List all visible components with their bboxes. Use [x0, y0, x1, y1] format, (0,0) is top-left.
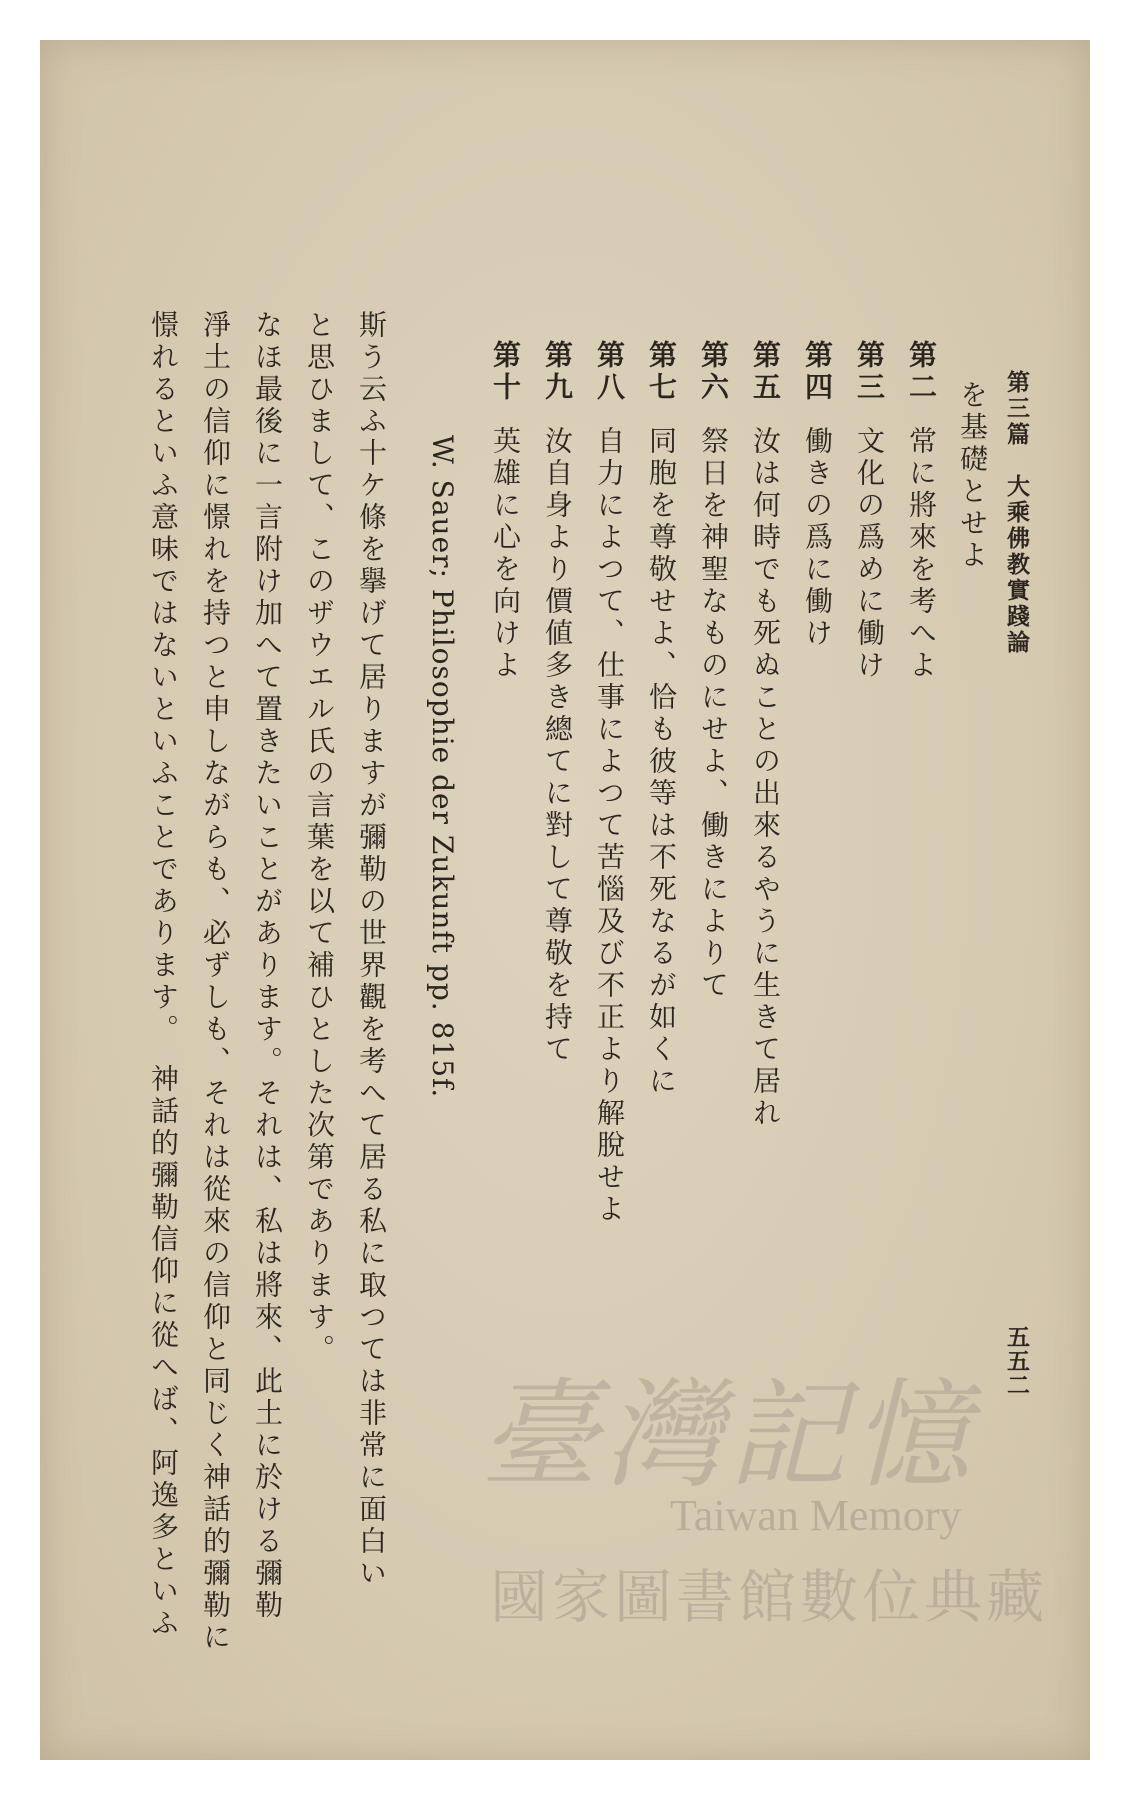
- watermark-logo: 臺灣記憶: [480, 1366, 977, 1504]
- item-number: 第七: [645, 340, 678, 404]
- body-line: 淨土の信仰に憬れを持つと申しながらも、必ずしも、それは從來の信仰と同じく神話的彌勒に: [199, 310, 232, 1654]
- item-text: 祭日を神聖なものにせよ、働きによりて: [697, 426, 730, 1002]
- list-item: [749, 340, 782, 1130]
- item-text: 英雄に心を向けよ: [489, 426, 522, 682]
- item-text: 汝自身より價値多き總てに對して尊敬を持て: [541, 426, 574, 1066]
- body-line: と思ひまして、このザウエル氏の言葉を以て補ひとした次第であります。: [303, 310, 336, 1366]
- item-number: 第九: [541, 340, 574, 404]
- item-text: 同胞を尊敬せよ、恰も彼等は不死なるが如くに: [645, 426, 678, 1098]
- list-item: [593, 340, 626, 1226]
- item-text: 常に將來を考へよ: [905, 426, 938, 682]
- watermark-english: Taiwan Memory: [670, 1491, 962, 1540]
- page-number: 五五二: [1003, 1325, 1030, 1397]
- item-number: 第六: [697, 340, 730, 404]
- item-number: 第二: [905, 340, 938, 404]
- item-number: 第十: [489, 340, 522, 404]
- running-head: 第三篇 大乘佛教實踐論: [1003, 370, 1030, 656]
- body-line: 憬れるといふ意味ではないといふことであります。 神話的彌勒信仰に從へば、阿逸多といふ: [147, 310, 180, 1640]
- item-number: 第八: [593, 340, 626, 404]
- citation: W. Sauer; Philosophie der Zukunft pp. 815f.: [426, 435, 459, 1099]
- item-number: 第五: [749, 340, 782, 404]
- list-item: [541, 340, 574, 1066]
- item-text: 文化の爲めに働け: [853, 426, 886, 682]
- item-number: 第三: [853, 340, 886, 404]
- list-item: [801, 340, 834, 650]
- continuation-line: を基礎とせよ: [956, 380, 989, 572]
- list-item: [697, 340, 730, 1002]
- list-item: [853, 340, 886, 682]
- item-number: 第四: [801, 340, 834, 404]
- watermark: [470, 1340, 1070, 1630]
- item-text: 汝は何時でも死ぬことの出來るやうに生きて居れ: [749, 426, 782, 1130]
- list-item: [645, 340, 678, 1098]
- body-line: 斯う云ふ十ケ條を擧げて居りますが彌勒の世界觀を考へて居る私に取つては非常に面白い: [355, 310, 388, 1590]
- list-item: [489, 340, 522, 682]
- body-line: なほ最後に一言附け加へて置きたいことがあります。それは、私は將來、此土に於ける彌勒: [251, 310, 284, 1622]
- item-text: 働きの爲に働け: [801, 426, 834, 650]
- item-text: 自力によつて、仕事によつて苦惱及び不正より解脫せよ: [593, 426, 626, 1226]
- list-item: [905, 340, 938, 682]
- watermark-chinese: 國家圖書館數位典藏: [490, 1563, 1049, 1631]
